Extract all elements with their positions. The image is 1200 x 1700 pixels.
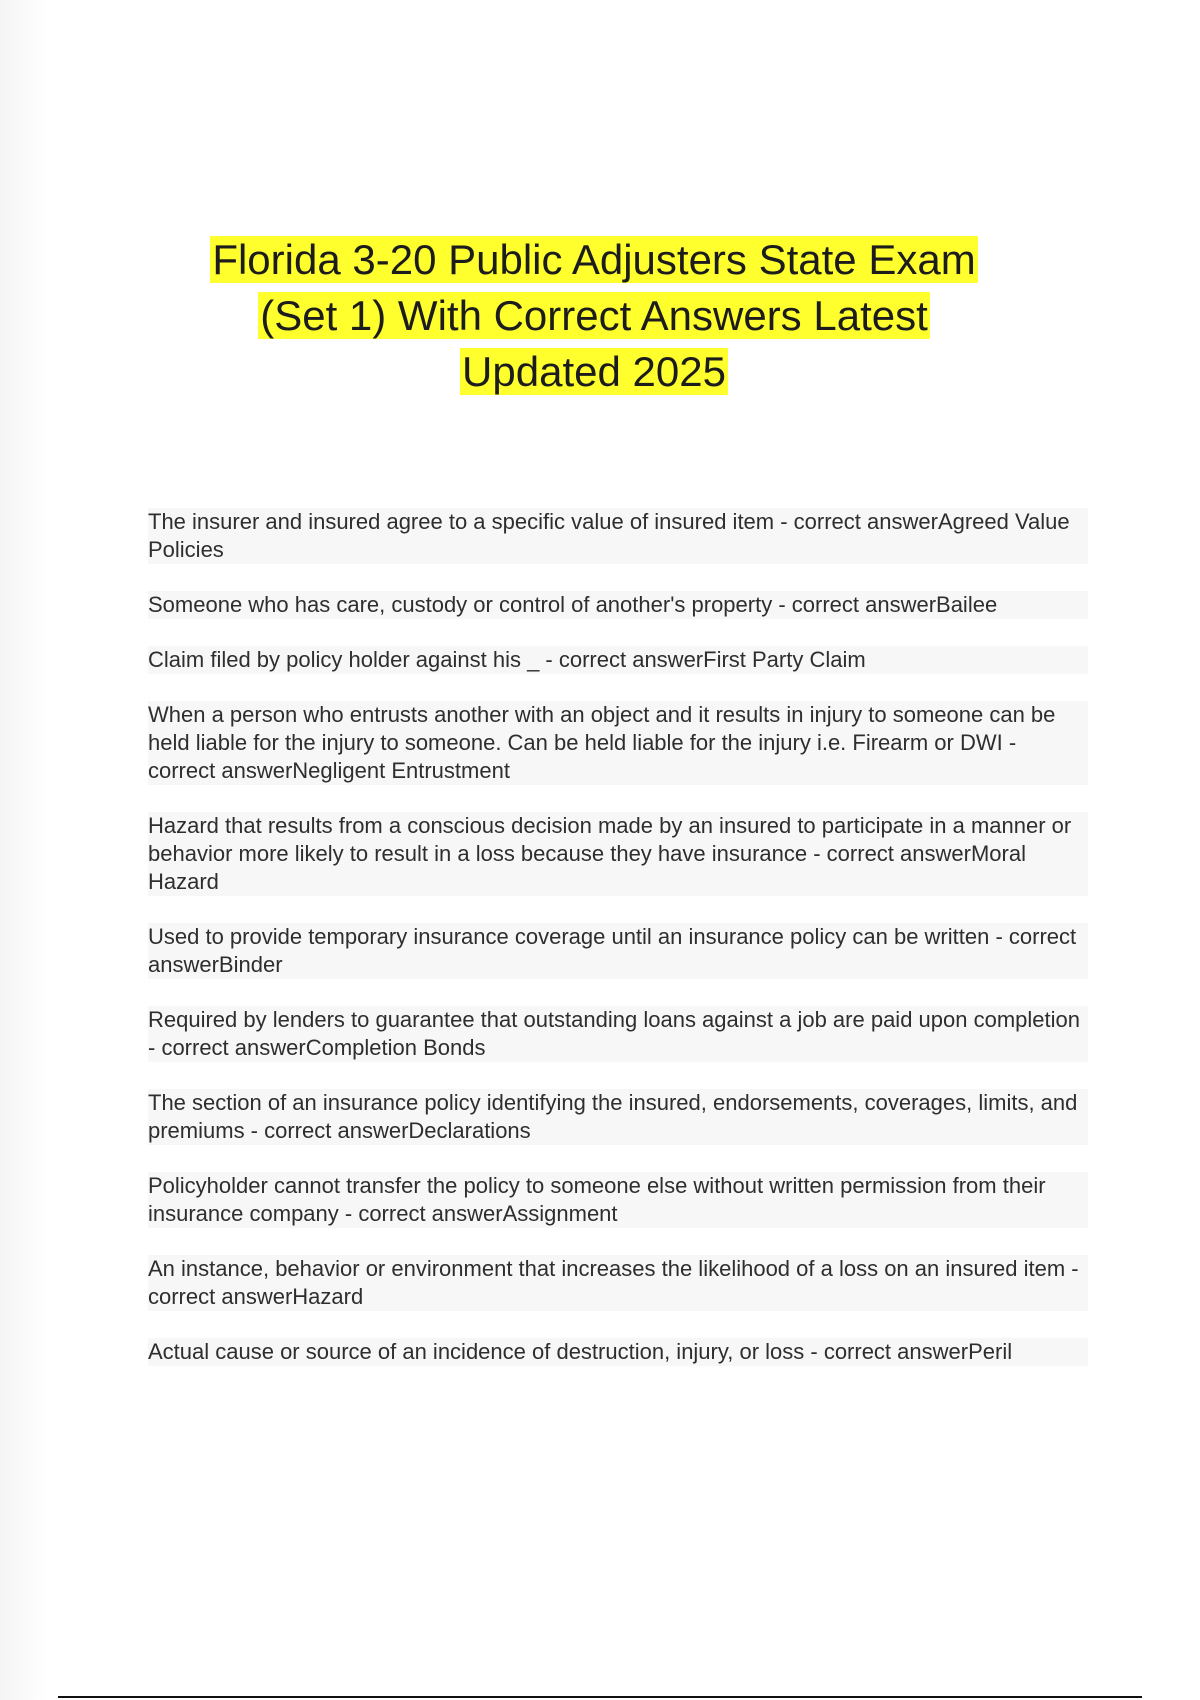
- qa-item: The insurer and insured agree to a specific value of insured item - correct answerAgreed Value Policies: [148, 508, 1088, 564]
- question-answer-list: [148, 508, 1088, 1393]
- qa-item: Required by lenders to guarantee that outstanding loans against a job are paid upon completion - correct answerCompletion Bonds: [148, 1006, 1088, 1062]
- qa-item: Used to provide temporary insurance coverage until an insurance policy can be written - correct answerBinder: [148, 923, 1088, 979]
- qa-item: When a person who entrusts another with an object and it results in injury to someone can be held liable for the injury to someone. Can be held liable for the injury i.e. Firearm or DWI - correct answerNegligent Entrustment: [148, 701, 1088, 785]
- qa-item: Claim filed by policy holder against his _ - correct answerFirst Party Claim: [148, 646, 1088, 674]
- qa-item: The section of an insurance policy identifying the insured, endorsements, coverages, limits, and premiums - correct answerDeclarations: [148, 1089, 1088, 1145]
- qa-item: Hazard that results from a conscious decision made by an insured to participate in a manner or behavior more likely to result in a loss because they have insurance - correct answerMoral Hazard: [148, 812, 1088, 896]
- qa-item: Policyholder cannot transfer the policy to someone else without written permission from their insurance company - correct answerAssignment: [148, 1172, 1088, 1228]
- document-title: [60, 232, 1128, 400]
- title-line: Updated 2025: [462, 348, 726, 395]
- qa-item: Actual cause or source of an incidence of destruction, injury, or loss - correct answerPeril: [148, 1338, 1088, 1366]
- qa-item: Someone who has care, custody or control of another's property - correct answerBailee: [148, 591, 1088, 619]
- qa-item: An instance, behavior or environment that increases the likelihood of a loss on an insured item - correct answerHazard: [148, 1255, 1088, 1311]
- title-line: (Set 1) With Correct Answers Latest: [260, 292, 928, 339]
- scan-edge-shadow: [0, 0, 46, 1700]
- footer-divider: [58, 1696, 1142, 1698]
- title-line: Florida 3-20 Public Adjusters State Exam: [212, 236, 976, 283]
